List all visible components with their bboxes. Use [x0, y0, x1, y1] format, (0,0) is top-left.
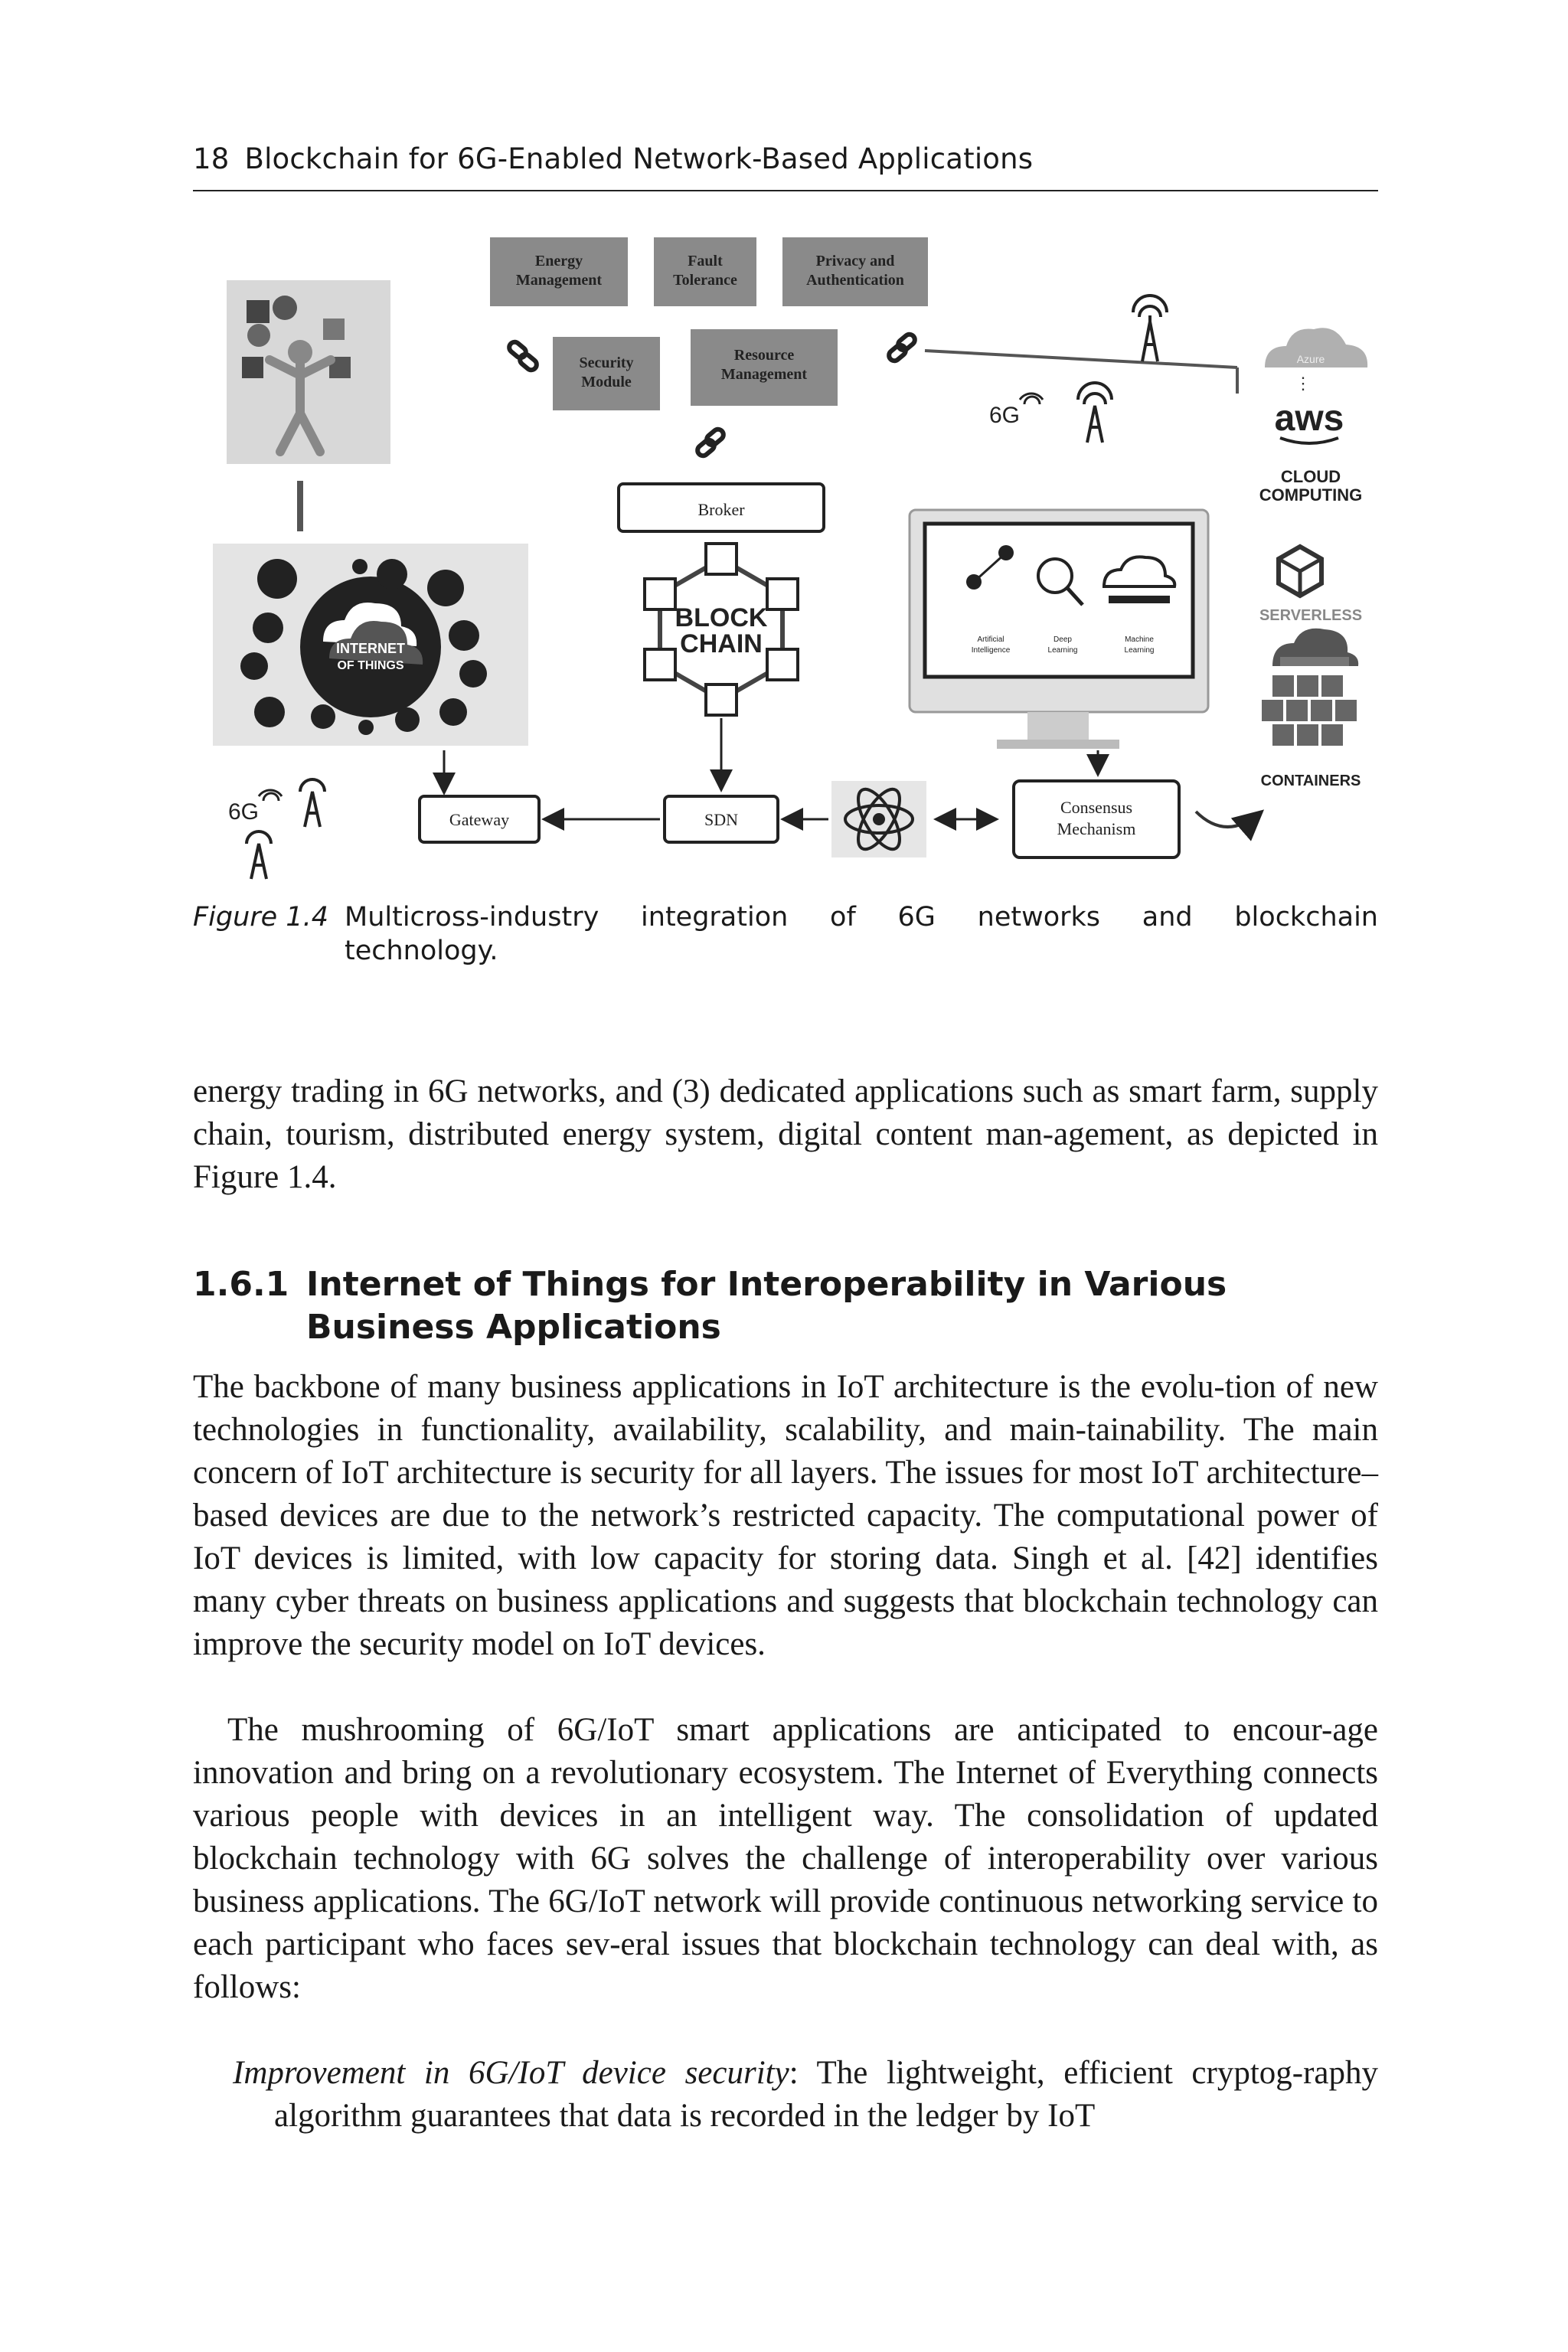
- running-header-text: [193, 142, 1033, 176]
- security-l1: Security: [579, 354, 634, 371]
- figure-1-4: [201, 222, 1380, 896]
- chain-link-icon: [507, 340, 538, 372]
- caption-text-line1: Multicross-industry integration of 6G networks and blockchain: [345, 902, 1378, 933]
- blockchain-label-l1: BLOCK: [675, 603, 768, 632]
- blockchain-label-l2: CHAIN: [680, 629, 763, 658]
- broker-text: Broker: [697, 500, 745, 519]
- fault-tolerance-box: [654, 237, 756, 306]
- consensus-l2: Mechanism: [1057, 819, 1136, 838]
- header-rule: [193, 190, 1378, 191]
- containers-label: CONTAINERS: [1260, 773, 1361, 789]
- cell-tower-icon: [1133, 296, 1167, 361]
- gateway-text: Gateway: [449, 810, 510, 829]
- running-title: Blockchain for 6G-Enabled Network-Based Applications: [244, 142, 1034, 175]
- ml-label-l1: Machine: [1125, 635, 1154, 644]
- resource-l2: Management: [720, 366, 808, 383]
- ai-monitor-icon: [910, 510, 1208, 749]
- sixg-label-top: [989, 394, 1043, 428]
- serverless-label: SERVERLESS: [1259, 607, 1363, 624]
- caption-text-line2: technology.: [345, 936, 498, 966]
- ai-label-l2: Intelligence: [971, 646, 1011, 655]
- fault-tolerance-l1: Fault: [688, 253, 723, 270]
- privacy-l2: Authentication: [806, 272, 904, 289]
- section-number: 1.6.1: [193, 1265, 289, 1304]
- figure-diagram: [201, 222, 1380, 896]
- sixg-text-bottom: 6G: [228, 799, 260, 825]
- paragraph-2: The backbone of many business applications in IoT architecture is the evolu-tion of new technologies in functionality, availability, scalability, and main-tainability. The main concern of IoT architecture is security for all layers. The issues for most IoT architecture–based devices are due to the network’s restricted capacity. The computational power of IoT devices is limited, with low capacity for storing data. Singh et al. [42] identifies many cyber threats on business applications and suggests that blockchain technology can improve the security model on IoT devices.: [193, 1369, 1378, 1662]
- broker-box: [619, 484, 824, 531]
- link-to-cloud: [925, 351, 1237, 394]
- social-media-person-icon: [227, 280, 390, 464]
- database-cloud-icon: [1272, 629, 1358, 666]
- gateway-box: [420, 796, 539, 842]
- dl-label-l2: Learning: [1047, 646, 1078, 655]
- blockchain-icon: [645, 544, 798, 715]
- list-item-device-security: [233, 2052, 1378, 2138]
- security-module-box: [553, 337, 660, 410]
- containers-icon: [1262, 675, 1357, 746]
- sdn-box: [665, 796, 778, 842]
- iot-label-l2: OF THINGS: [337, 659, 404, 672]
- running-header: [193, 142, 1378, 191]
- resource-management-box: [691, 329, 838, 406]
- cloud-label-l1: CLOUD: [1280, 467, 1341, 486]
- consensus-l1: Consensus: [1060, 798, 1133, 817]
- list-term: Improvement in 6G/IoT device security: [233, 2055, 789, 2091]
- iot-hub-icon: [213, 544, 528, 746]
- energy-management-l2: Management: [515, 272, 603, 289]
- curved-arrow: [1196, 812, 1262, 827]
- fault-tolerance-l2: Tolerance: [673, 272, 737, 289]
- energy-management-l1: Energy: [534, 253, 583, 270]
- azure-text: Azure: [1296, 353, 1325, 365]
- sixg-towers-bottom: [228, 779, 325, 879]
- section-title: Internet of Things for Interoperability in Various Business Applications: [306, 1265, 1227, 1347]
- security-l2: Module: [581, 374, 632, 390]
- ml-label-l2: Learning: [1124, 646, 1155, 655]
- cloud-label-l2: COMPUTING: [1259, 485, 1363, 505]
- resource-l1: Resource: [733, 347, 795, 364]
- chain-link-icon: [887, 332, 916, 363]
- chain-link-icon: [695, 427, 725, 458]
- ai-label-l1: Artificial: [977, 635, 1004, 644]
- privacy-l1: Privacy and: [815, 253, 895, 270]
- atom-icon: [831, 781, 926, 858]
- cell-tower-icon: [1078, 383, 1112, 443]
- page-number: 18: [193, 142, 230, 175]
- consensus-box: [1014, 781, 1179, 858]
- caption-label: Figure 1.4: [193, 902, 328, 933]
- azure-cloud-icon: [1265, 328, 1367, 368]
- dots: ⋮: [1295, 374, 1312, 393]
- privacy-authentication-box: [782, 237, 928, 306]
- iot-label-l1: INTERNET: [336, 641, 405, 656]
- aws-text: aws: [1274, 398, 1344, 439]
- sixg-text: 6G: [989, 403, 1021, 428]
- list-text: : The lightweight, efficient cryptog-raphy algorithm guarantees that data is recorded in the ledger by IoT: [274, 2055, 1378, 2134]
- sdn-text: SDN: [704, 810, 739, 829]
- energy-management-box: [490, 237, 628, 306]
- paragraph-3: The mushrooming of 6G/IoT smart applications are anticipated to encour-age innovation and bring on a revolutionary ecosystem. The Internet of Everything connects various people with devices in an intelligent way. The consolidation of updated blockchain technology with 6G solves the challenge of interoperability over various business applications. The 6G/IoT network will provide continuous networking service to each participant who faces sev-eral issues that blockchain technology can deal with, as follows:: [193, 1712, 1378, 2005]
- dl-label-l1: Deep: [1054, 635, 1072, 644]
- paragraph-1: energy trading in 6G networks, and (3) dedicated applications such as smart farm, supply chain, tourism, distributed energy system, digital content man-agement, as depicted in Figure 1.4.: [193, 1073, 1378, 1195]
- serverless-icon: [1279, 547, 1321, 596]
- aws-logo: [1275, 398, 1344, 443]
